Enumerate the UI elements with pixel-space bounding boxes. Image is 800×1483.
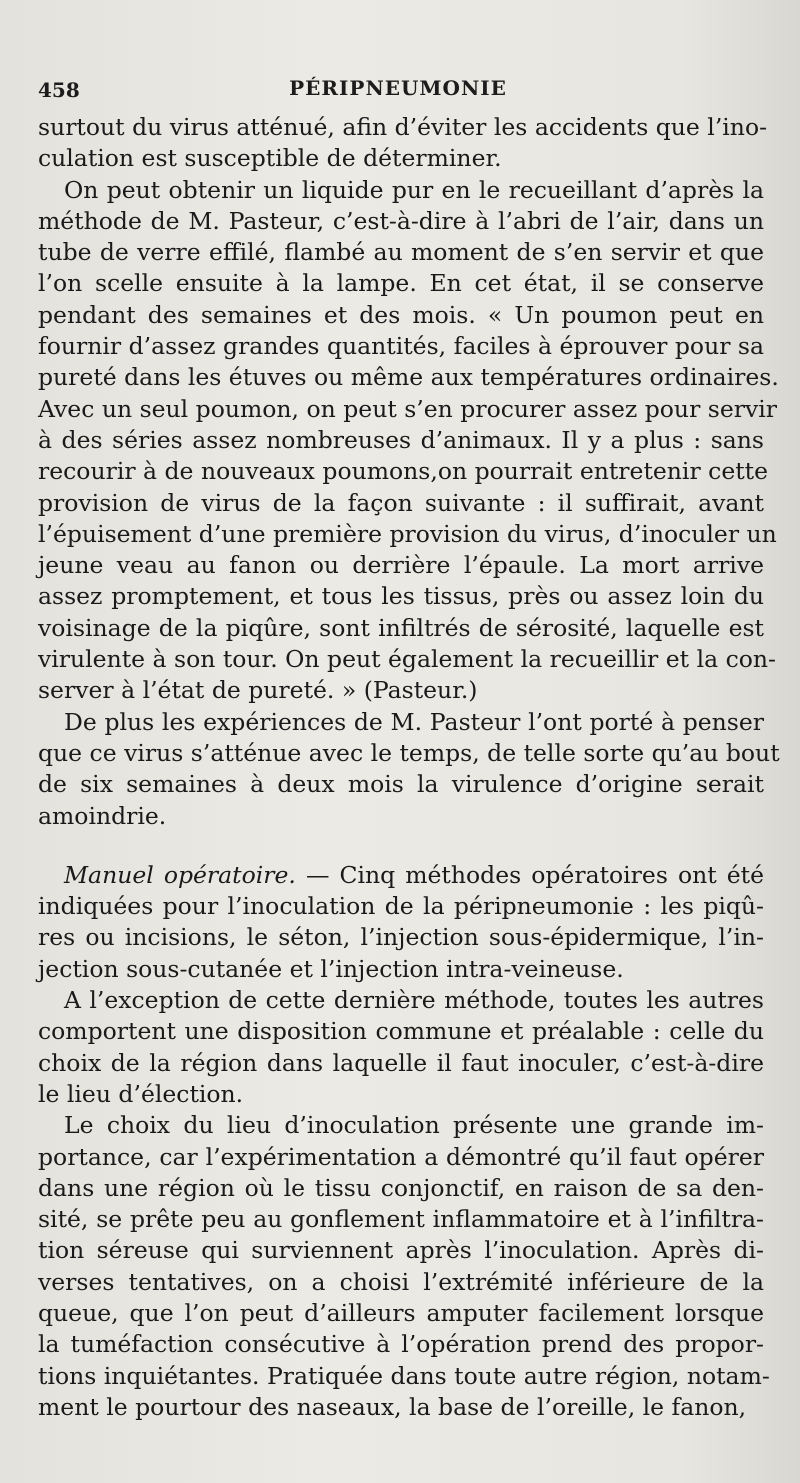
text-line: dans une région où le tissu conjonctif, en raison de sa den- xyxy=(38,1173,764,1202)
text-line: recourir à de nouveaux poumons,on pourrait entretenir cette xyxy=(38,457,769,486)
text-line: de six semaines à deux mois la virulence d’origine serait xyxy=(38,770,764,799)
text-line: comportent une disposition commune et préalable : celle du xyxy=(38,1017,764,1046)
paragraph xyxy=(38,175,779,707)
text-line: server à l’état de pureté. » (Pasteur.) xyxy=(38,676,478,705)
text-line: la tuméfaction consécutive à l’opération prend des propor- xyxy=(38,1330,764,1359)
text-line: le lieu d’élection. xyxy=(38,1079,244,1108)
text-line: méthode de M. Pasteur, c’est-à-dire à l’abri de l’air, dans un xyxy=(38,206,764,235)
section-title: Manuel opératoire. xyxy=(64,860,296,889)
text-line: l’on scelle ensuite à la lampe. En cet état, il se conserve xyxy=(38,269,764,298)
text-line: On peut obtenir un liquide pur en le recueillant d’après la xyxy=(64,175,764,204)
text-line: que ce virus s’atténue avec le temps, de telle sorte qu’au bout xyxy=(38,738,780,767)
text-line: pureté dans les étuves ou même aux températures ordinaires. xyxy=(38,363,779,392)
paragraph xyxy=(38,112,768,175)
page-number: 458 xyxy=(38,78,80,102)
text-line: De plus les expériences de M. Pasteur l’ont porté à penser xyxy=(64,707,764,736)
paragraph xyxy=(38,1110,770,1423)
text-line: portance, car l’expérimentation a démontré qu’il faut opérer xyxy=(38,1142,764,1171)
text-line: pendant des semaines et des mois. « Un poumon peut en xyxy=(38,300,764,329)
page-header xyxy=(38,74,758,104)
text-line: res ou incisions, le séton, l’injection sous-épidermique, l’in- xyxy=(38,923,764,952)
text-line: Le choix du lieu d’inoculation présente une grande im- xyxy=(64,1111,764,1140)
line-text: — Cinq méthodes opératoires ont été xyxy=(295,860,764,889)
text-line: provision de virus de la façon suivante : il suffirait, avant xyxy=(38,488,764,517)
text-line: assez promptement, et tous les tissus, près ou assez loin du xyxy=(38,582,764,611)
text-line xyxy=(38,860,764,891)
text-line: choix de la région dans laquelle il faut inoculer, c’est-à-dire xyxy=(38,1048,764,1077)
text-line: jeune veau au fanon ou derrière l’épaule. La mort arrive xyxy=(38,551,764,580)
paragraph-gap xyxy=(38,832,764,860)
text-line: tion séreuse qui surviennent après l’inoculation. Après di- xyxy=(38,1236,764,1265)
text-line: amoindrie. xyxy=(38,801,167,830)
text-line: virulente à son tour. On peut également la recueillir et la con- xyxy=(38,645,776,674)
text-line: fournir d’assez grandes quantités, faciles à éprouver pour sa xyxy=(38,332,764,361)
text-line: sité, se prête peu au gonflement inflammatoire et à l’infiltra- xyxy=(38,1205,764,1234)
text-line: ment le pourtour des naseaux, la base de l’oreille, le fanon, xyxy=(38,1392,747,1421)
text-line: l’épuisement d’une première provision du virus, d’inoculer un xyxy=(38,519,777,548)
text-line: tube de verre effilé, flambé au moment de s’en servir et que xyxy=(38,238,764,267)
text-line: jection sous-cutanée et l’injection intra-veineuse. xyxy=(38,954,624,983)
running-head: PÉRIPNEUMONIE xyxy=(289,76,507,100)
paragraph xyxy=(38,707,780,832)
text-line: à des séries assez nombreuses d’animaux. Il y a plus : sans xyxy=(38,425,764,454)
text-line: Avec un seul poumon, on peut s’en procurer assez pour servir xyxy=(38,394,777,423)
paragraph xyxy=(38,860,764,985)
text-line: indiquées pour l’inoculation de la péripneumonie : les piqû- xyxy=(38,892,764,921)
text-line: queue, que l’on peut d’ailleurs amputer facilement lorsque xyxy=(38,1298,764,1327)
text-line: tions inquiétantes. Pratiquée dans toute autre région, notam- xyxy=(38,1361,770,1390)
paragraph xyxy=(38,985,764,1110)
text-line: culation est susceptible de déterminer. xyxy=(38,144,502,173)
text-line: A l’exception de cette dernière méthode, toutes les autres xyxy=(64,986,764,1015)
text-line: surtout du virus atténué, afin d’éviter les accidents que l’ino- xyxy=(38,113,768,141)
body-text xyxy=(38,112,780,1423)
text-line: verses tentatives, on a choisi l’extrémité inférieure de la xyxy=(38,1267,764,1296)
text-line: voisinage de la piqûre, sont infiltrés de sérosité, laquelle est xyxy=(38,613,764,642)
